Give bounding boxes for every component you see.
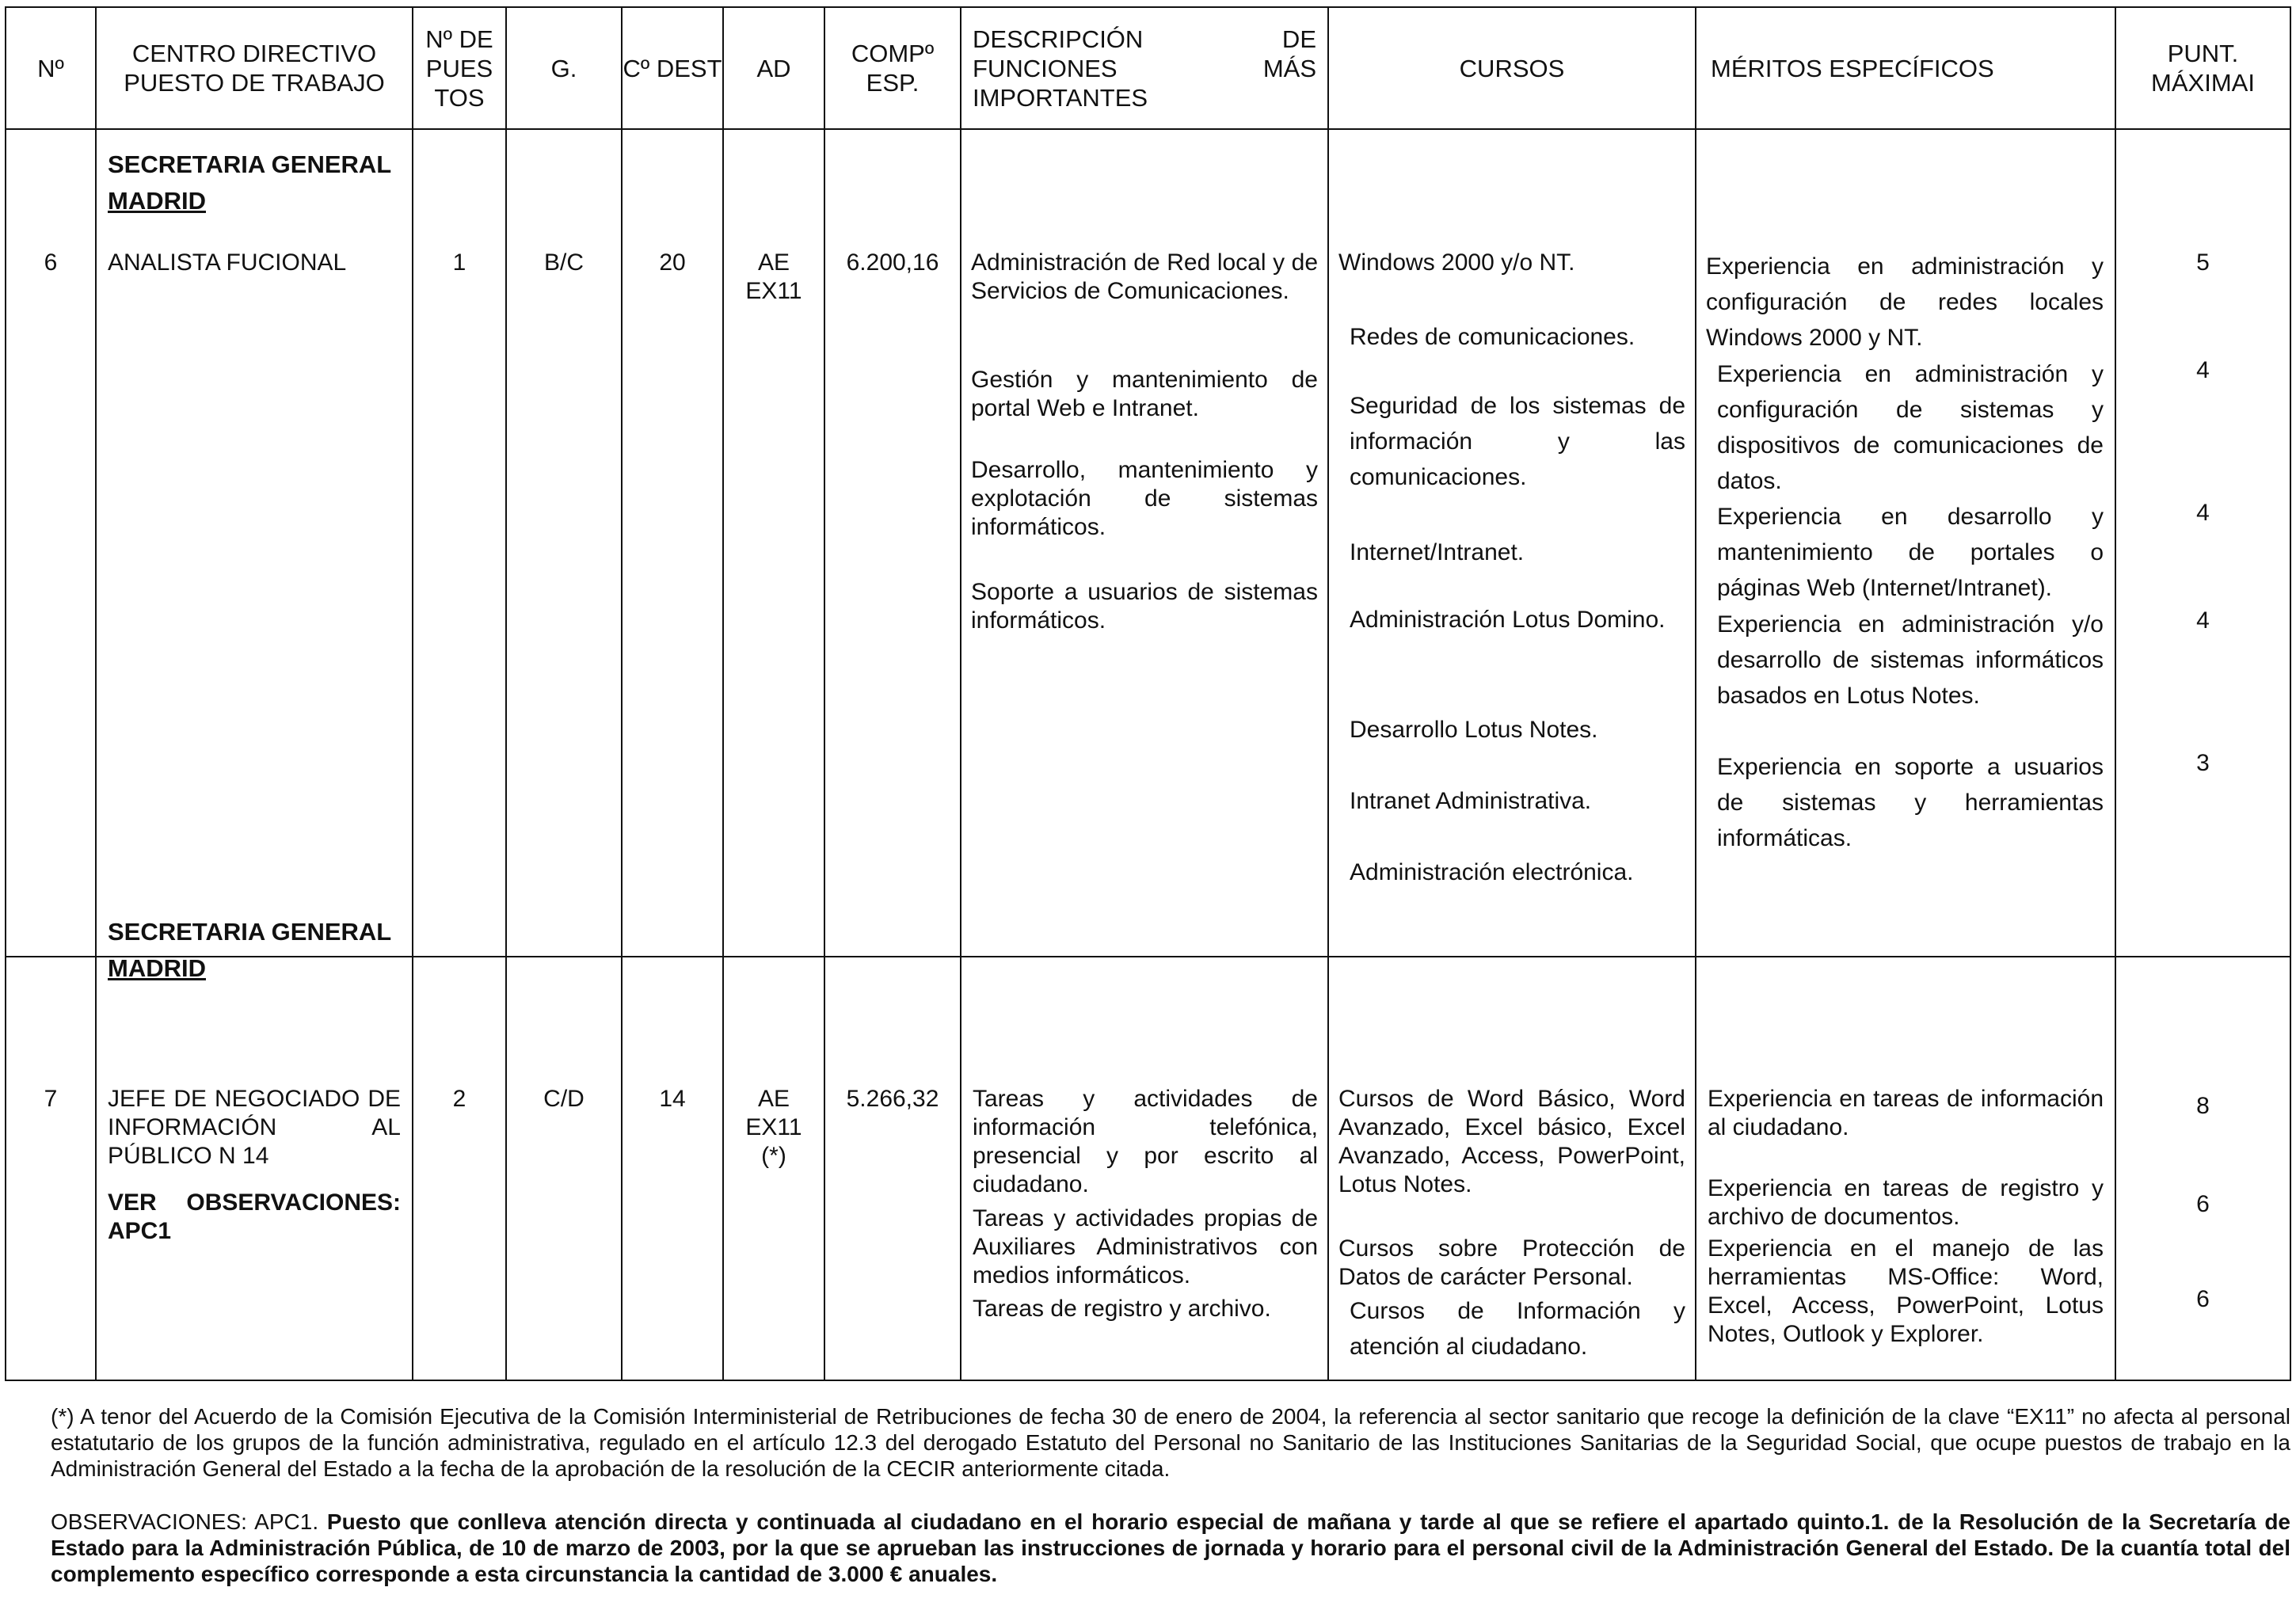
puntuacion: 3 xyxy=(2196,750,2210,776)
curso-item: Intranet Administrativa. xyxy=(1350,788,1592,814)
adscripcion: AE xyxy=(757,1086,790,1112)
curso-item: Administración Lotus Domino. xyxy=(1350,607,1666,633)
descripcion-item: Tareas de registro y archivo. xyxy=(973,1296,1271,1322)
puntuacion: 4 xyxy=(2196,357,2210,383)
descripcion-item: Tareas y actividades de información telefónica, presencial y por escrito al ciudadano. xyxy=(973,1086,1318,1197)
header-no: Nº xyxy=(6,7,96,129)
descripcion-item: Soporte a usuarios de sistemas informáticos. xyxy=(971,579,1318,634)
header-punt: PUNT. MÁXIMAI xyxy=(2115,7,2290,129)
merito-item: Experiencia en soporte a usuarios de sistemas y herramientas informáticas. xyxy=(1717,754,2104,851)
header-centro: CENTRO DIRECTIVO PUESTO DE TRABAJO xyxy=(96,7,413,129)
centro-directivo: SECRETARIA GENERAL xyxy=(108,150,392,178)
curso-item: Windows 2000 y/o NT. xyxy=(1338,249,1575,276)
table-header-row xyxy=(6,7,2290,129)
nivel-destino: 14 xyxy=(659,1086,686,1112)
num-puestos: 1 xyxy=(452,249,466,276)
header-descripcion: DESCRIPCIÓN DE FUNCIONES MÁS IMPORTANTES xyxy=(961,7,1328,129)
curso-item: Cursos de Word Básico, Word Avanzado, Excel básico, Excel Avanzado, Access, PowerPoint, Lotus Notes. xyxy=(1338,1086,1685,1197)
row-number: 7 xyxy=(44,1086,58,1112)
footnotes xyxy=(51,1403,2290,1587)
header-cdest: Cº DEST xyxy=(622,7,723,129)
puntuacion: 4 xyxy=(2196,500,2210,526)
ver-observaciones: VER OBSERVACIONES: APC1 xyxy=(108,1189,401,1244)
table-row xyxy=(6,129,2290,957)
puntuacion: 6 xyxy=(2196,1286,2210,1312)
puntuacion: 4 xyxy=(2196,607,2210,634)
row-number: 6 xyxy=(44,249,58,276)
puntuacion: 5 xyxy=(2196,249,2210,276)
adscripcion: AE xyxy=(757,249,790,276)
puntuacion: 8 xyxy=(2196,1093,2210,1119)
centro-localidad: MADRID xyxy=(108,187,206,215)
curso-item: Internet/Intranet. xyxy=(1350,539,1525,565)
adscripcion-clave: EX11 xyxy=(745,278,802,304)
puesto-trabajo: JEFE DE NEGOCIADO DE INFORMACIÓN AL PÚBLICO N 14 xyxy=(108,1086,401,1169)
header-puestos: Nº DE PUES TOS xyxy=(413,7,506,129)
adscripcion-nota: (*) xyxy=(761,1143,786,1169)
curso-item: Seguridad de los sistemas de información y las comunicaciones. xyxy=(1350,393,1685,490)
curso-item: Redes de comunicaciones. xyxy=(1350,324,1635,350)
descripcion-item: Gestión y mantenimiento de portal Web e Intranet. xyxy=(971,367,1318,421)
complemento-especifico: 6.200,16 xyxy=(846,249,939,276)
header-grupo: G. xyxy=(506,7,622,129)
merito-item: Experiencia en administración y configuración de redes locales Windows 2000 y NT. xyxy=(1706,253,2104,351)
header-ad: AD xyxy=(723,7,824,129)
merito-item: Experiencia en administración y configuración de sistemas y dispositivos de comunicaciones de datos. xyxy=(1717,361,2104,494)
curso-item: Cursos de Información y atención al ciudadano. xyxy=(1350,1298,1685,1360)
centro-directivo: SECRETARIA GENERAL xyxy=(108,918,392,946)
adscripcion-clave: EX11 xyxy=(745,1114,802,1140)
footnote-observaciones xyxy=(51,1509,2290,1587)
header-comp: COMPº ESP. xyxy=(824,7,961,129)
merito-item: Experiencia en el manejo de las herramientas MS-Office: Word, Excel, Access, PowerPoint, Lotus Notes, Outlook y Explorer. xyxy=(1708,1235,2104,1347)
puestos-table xyxy=(5,6,2291,1381)
merito-item: Experiencia en tareas de información al ciudadano. xyxy=(1708,1086,2104,1140)
header-cursos: CURSOS xyxy=(1328,7,1696,129)
curso-item: Desarrollo Lotus Notes. xyxy=(1350,717,1598,743)
grupo: B/C xyxy=(543,249,584,276)
merito-item: Experiencia en tareas de registro y archivo de documentos. xyxy=(1708,1175,2104,1230)
table-row xyxy=(6,957,2290,1380)
footnote-ex11: (*) A tenor del Acuerdo de la Comisión Ejecutiva de la Comisión Interministerial de Retribuciones de fecha 30 de enero de 2004, la referencia al sector sanitario que recoge la definición de la clave “EX11” no afecta al personal estatutario de los grupos de la función administrativa, regulado en el artículo 12.3 del derogado Estatuto del Personal no Sanitario de las Instituciones Sanitarias de la Seguridad Social, que ocupe puestos de trabajo en la Administración General del Estado a la fecha de la aprobación de la resolución de la CECIR anteriormente citada. xyxy=(51,1404,2290,1481)
puesto-trabajo: ANALISTA FUCIONAL xyxy=(108,249,347,276)
header-meritos: MÉRITOS ESPECÍFICOS xyxy=(1696,7,2115,129)
puntuacion: 6 xyxy=(2196,1191,2210,1217)
complemento-especifico: 5.266,32 xyxy=(846,1086,939,1112)
merito-item: Experiencia en desarrollo y mantenimiento de portales o páginas Web (Internet/Intranet). xyxy=(1717,504,2104,601)
merito-item: Experiencia en administración y/o desarrollo de sistemas informáticos basados en Lotus Notes. xyxy=(1717,611,2104,709)
num-puestos: 2 xyxy=(452,1086,466,1112)
curso-item: Cursos sobre Protección de Datos de carácter Personal. xyxy=(1338,1235,1685,1290)
descripcion-item: Desarrollo, mantenimiento y explotación de sistemas informáticos. xyxy=(971,457,1318,540)
observaciones-text: Puesto que conlleva atención directa y continuada al ciudadano en el horario especial de mañana y tarde al que se refiere el apartado quinto.1. de la Resolución de la Secretaría de Estado para la Administración Pública, de 10 de marzo de 2003, por la que se aprueban las instrucciones de jornada y horario para el personal civil de la Administración General del Estado. De la cuantía total del complemento específico corresponde a esta circunstancia la cantidad de 3.000 € anuales. xyxy=(51,1509,2291,1586)
curso-item: Administración electrónica. xyxy=(1350,859,1634,885)
nivel-destino: 20 xyxy=(659,249,686,276)
descripcion-item: Tareas y actividades propias de Auxiliares Administrativos con medios informáticos. xyxy=(973,1205,1318,1288)
descripcion-item: Administración de Red local y de Servicios de Comunicaciones. xyxy=(971,249,1318,304)
centro-localidad: MADRID xyxy=(108,954,206,982)
observaciones-label: OBSERVACIONES: APC1. xyxy=(51,1509,319,1534)
grupo: C/D xyxy=(543,1086,584,1112)
